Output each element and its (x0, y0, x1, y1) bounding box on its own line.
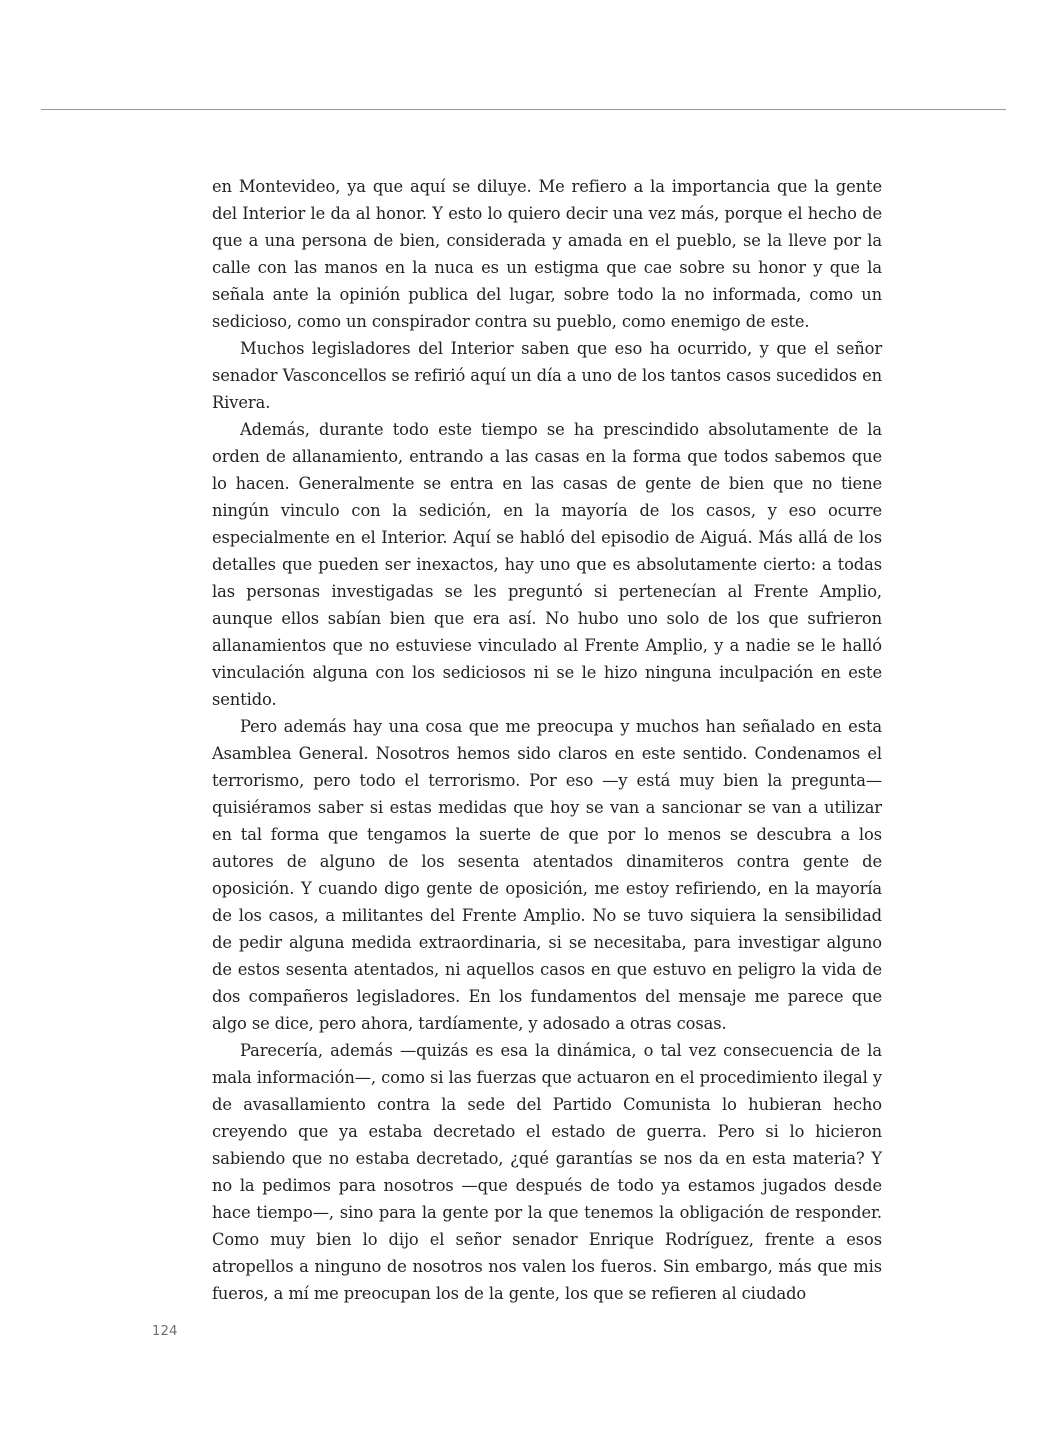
paragraph: Muchos legisladores del Interior saben que eso ha ocurrido, y que el señor senador Vasconcellos se refirió aquí un día a uno de los tantos casos sucedidos en Rivera. (212, 339, 882, 412)
header-rule (41, 109, 1006, 110)
page-number: 124 (152, 1324, 178, 1339)
body-text (212, 173, 882, 1307)
paragraph: Parecería, además —quizás es esa la dinámica, o tal vez consecuencia de la mala información—, como si las fuerzas que actuaron en el procedimiento ilegal y de avasallamiento contra la sede del Partido Comunista lo hubieran hecho creyendo que ya estaba decretado el estado de guerra. Pero si lo hicieron sabiendo que no estaba decretado, ¿qué garantías se nos da en esta materia? Y no la pedimos para nosotros —que después de todo ya estamos jugados desde hace tiempo—, sino para la gente por la que tenemos la obligación de responder. Como muy bien lo dijo el señor senador Enrique Rodríguez, frente a esos atropellos a ninguno de nosotros nos valen los fueros. Sin embargo, más que mis fueros, a mí me preocupan los de la gente, los que se refieren al ciudado (212, 1041, 882, 1303)
paragraph: Además, durante todo este tiempo se ha prescindido absolutamente de la orden de allanamiento, entrando a las casas en la forma que todos sabemos que lo hacen. Generalmente se entra en las casas de gente de bien que no tiene ningún vinculo con la sedición, en la mayoría de los casos, y eso ocurre especialmente en el Interior. Aquí se habló del episodio de Aiguá. Más allá de los detalles que pueden ser inexactos, hay uno que es absolutamente cierto: a todas las personas investigadas se les preguntó si pertenecían al Frente Amplio, aunque ellos sabían bien que era así. No hubo uno solo de los que sufrieron allanamientos que no estuviese vinculado al Frente Amplio, y a nadie se le halló vinculación alguna con los sediciosos ni se le hizo ninguna inculpación en este sentido. (212, 420, 882, 709)
paragraph: en Montevideo, ya que aquí se diluye. Me refiero a la importancia que la gente del Interior le da al honor. Y esto lo quiero decir una vez más, porque el hecho de que a una persona de bien, considerada y amada en el pueblo, se la lleve por la calle con las manos en la nuca es un estigma que cae sobre su honor y que la señala ante la opinión publica del lugar, sobre todo la no informada, como un sedicioso, como un conspirador contra su pueblo, como enemigo de este. (212, 177, 882, 331)
paragraph: Pero además hay una cosa que me preocupa y muchos han señalado en esta Asamblea General. Nosotros hemos sido claros en este sentido. Condenamos el terrorismo, pero todo el terrorismo. Por eso —y está muy bien la pregunta— quisiéramos saber si estas medidas que hoy se van a sancionar se van a utilizar en tal forma que tengamos la suerte de que por lo menos se descubra a los autores de alguno de los sesenta atentados dinamiteros contra gente de oposición. Y cuando digo gente de oposición, me estoy refiriendo, en la mayoría de los casos, a militantes del Frente Amplio. No se tuvo siquiera la sensibilidad de pedir alguna medida extraordinaria, si se necesitaba, para investigar alguno de estos sesenta atentados, ni aquellos casos en que estuvo en peligro la vida de dos compañeros legisladores. En los fundamentos del mensaje me parece que algo se dice, pero ahora, tardíamente, y adosado a otras cosas. (212, 717, 882, 1033)
